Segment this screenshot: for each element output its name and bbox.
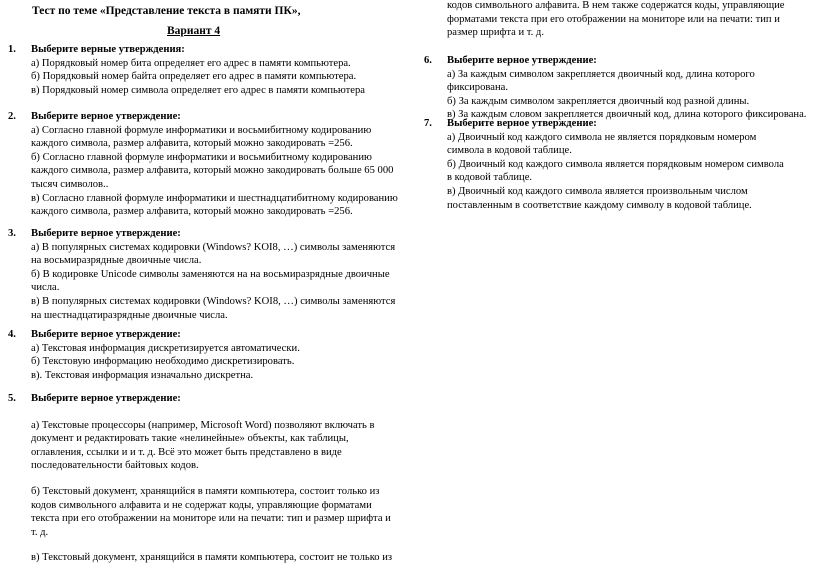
- answer-option: б) Текстовый документ, хранящийся в памяти компьютера, состоит только из кодов символьного алфавита и не содержат коды, управляющие форматами текста при его отображении на мониторе или на печати: тип и размер шрифта и т. д.: [31, 485, 391, 538]
- answer-option: а) Двоичный код каждого символа не является порядковым номером символа в кодовой таблице.: [447, 131, 757, 157]
- question-prompt: Выберите верное утверждение:: [31, 111, 181, 122]
- answer-option: а) В популярных системах кодировки (Windows? KOI8, …) символы заменяются на восьмиразрядные двоичные числа.: [31, 241, 396, 267]
- answer-option: а) Порядковый номер бита определяет его адрес в памяти компьютера.: [31, 57, 351, 69]
- answer-option: в) Порядковый номер символа определяет его адрес в памяти компьютера: [31, 84, 365, 96]
- question-4: [8, 328, 398, 382]
- answer-option: в) Двоичный код каждого символа является произвольным числом поставленным в соответствие каждому символу в кодовой таблице.: [447, 185, 752, 211]
- question-2: [8, 110, 398, 219]
- answer-option: б) В кодировке Unicode символы заменяются на на восьмиразрядные двоичные числа.: [31, 268, 390, 294]
- answer-option: б) Порядковый номер байта определяет его адрес в памяти компьютера.: [31, 71, 357, 83]
- answer-option: а) Текстовая информация дискретизируется автоматически.: [31, 342, 300, 354]
- answer-option: а) Согласно главной формуле информатики и восьмибитному кодированию каждого символа, размер алфавита, который можно закодировать =256.: [31, 124, 372, 150]
- answer-option: в). Текстовая информация изначально дискретна.: [31, 369, 254, 381]
- question-6: [424, 54, 812, 122]
- answer-option: а) Текстовые процессоры (например, Microsoft Word) позволяют включать в документ и редактировать такие «нелинейные» объекты, как таблицы, оглавления, ссылки и и т. д. Всё это может быть представлено в виде последовательности байтовых кодов.: [31, 419, 375, 472]
- question-3: [8, 227, 398, 322]
- question-prompt: Выберите верное утверждение:: [447, 55, 597, 66]
- question-prompt: Выберите верное утверждение:: [31, 228, 181, 239]
- question-prompt: Выберите верное утверждение:: [31, 393, 181, 404]
- answer-option: в) В популярных системах кодировки (Windows? KOI8, …) символы заменяются на шестнадцатиразрядные двоичные числа.: [31, 295, 396, 321]
- question-number: 7.: [424, 118, 432, 129]
- question-prompt: Выберите верное утверждение:: [31, 329, 181, 340]
- question-number: 1.: [8, 44, 16, 55]
- answer-option: б) Двоичный код каждого символа является порядковым номером символа в кодовой таблице.: [447, 158, 784, 184]
- question-prompt: Выберите верные утверждения:: [31, 44, 185, 55]
- question-number: 2.: [8, 111, 16, 122]
- question-5: [8, 392, 398, 565]
- question-1: [8, 43, 398, 97]
- question-7: [424, 117, 812, 212]
- answer-option: б) Текстовую информацию необходимо дискретизировать.: [31, 356, 295, 368]
- answer-option: в) Текстовый документ, хранящийся в памяти компьютера, состоит не только из: [31, 552, 393, 564]
- variant-heading: Вариант 4: [167, 25, 221, 37]
- question-number: 5.: [8, 393, 16, 404]
- answer-option: в) Согласно главной формуле информатики и шестнадцатибитному кодированию каждого символа, размер алфавита, который можно закодировать =256.: [31, 192, 398, 218]
- question-number: 3.: [8, 228, 16, 239]
- question-number: 4.: [8, 329, 16, 340]
- question-number: 6.: [424, 55, 432, 66]
- document-title: Тест по теме «Представление текста в памяти ПК»,: [32, 5, 301, 17]
- question-prompt: Выберите верное утверждение:: [447, 118, 597, 129]
- answer-option: б) За каждым символом закрепляется двоичный код разной длины.: [447, 95, 750, 107]
- answer-option: в) За каждым словом закрепляется двоичный код, длина которого фиксирована.: [447, 109, 807, 121]
- answer-option: а) За каждым символом закрепляется двоичный код, длина которого фиксирована.: [447, 68, 755, 94]
- answer-option: б) Согласно главной формуле информатики и восьмибитному кодированию каждого символа, размер алфавита, который можно закодировать больше 65 000 тысяч символов..: [31, 151, 394, 190]
- continued-option-text: кодов символьного алфавита. В нем также содержатся коды, управляющие форматами текста при его отображении на мониторе или на печати: тип и размер шрифта и т. д.: [447, 0, 785, 39]
